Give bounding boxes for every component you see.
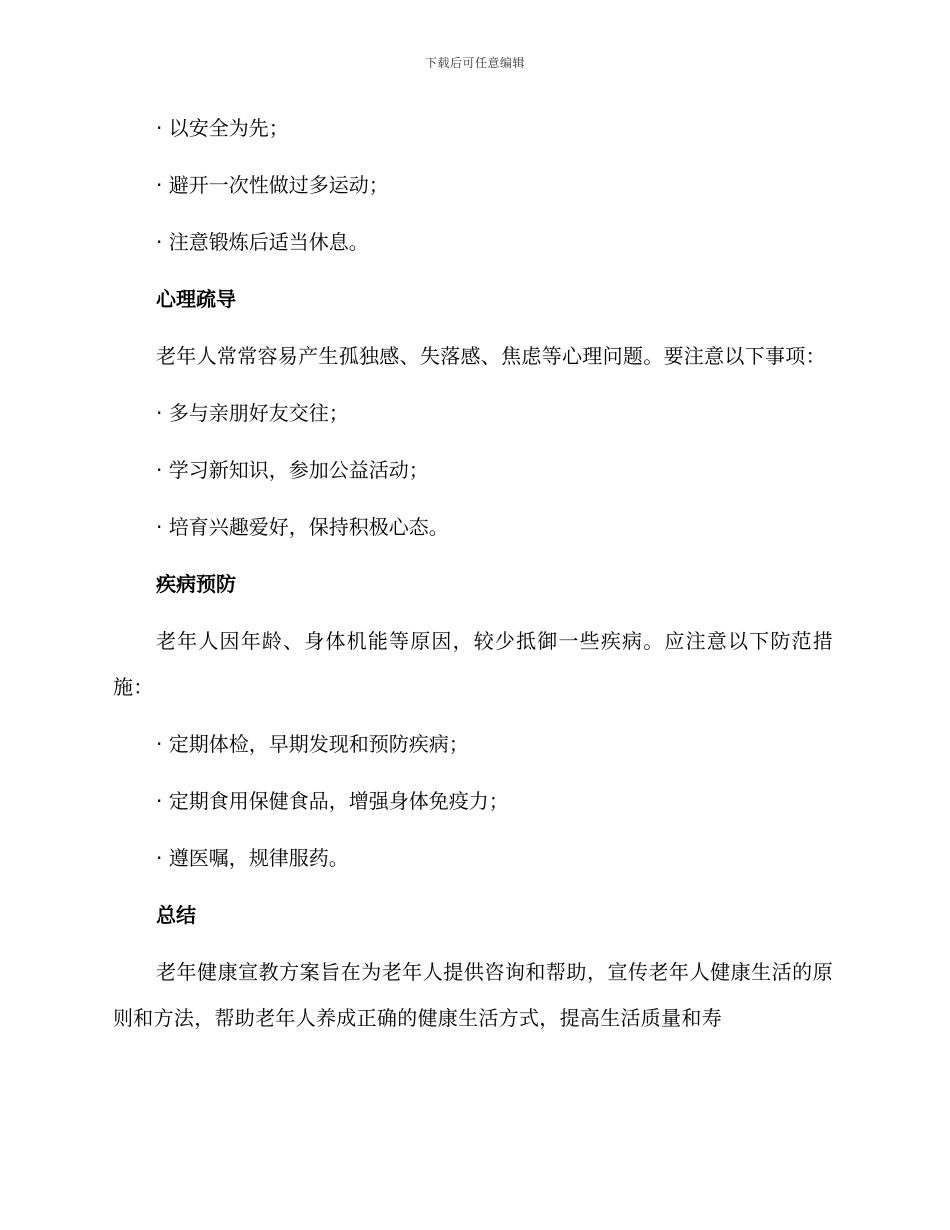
- psych-bullet-2: · 学习新知识，参加公益活动；: [156, 458, 429, 482]
- disease-bullet-3: · 遵医嘱，规律服药。: [156, 846, 349, 870]
- disease-bullet-2: · 定期食用保健食品，增强身体免疫力；: [156, 789, 509, 813]
- section-paragraph-summary: 老年健康宣教方案旨在为老年人提供咨询和帮助，宣传老年人健康生活的原则和方法，帮助老年人养成正确的健康生活方式，提高生活质量和寿: [113, 960, 833, 1030]
- section-heading-psych: 心理疏导: [156, 287, 236, 311]
- document-body: [113, 105, 833, 1052]
- exercise-bullet-1: · 以安全为先；: [156, 116, 289, 140]
- exercise-bullet-2: · 避开一次性做过多运动；: [156, 173, 389, 197]
- header-note: 下载后可任意编辑: [424, 56, 525, 70]
- section-paragraph-disease: 老年人因年龄、身体机能等原因，较少抵御一些疾病。应注意以下防范措施：: [113, 629, 833, 699]
- disease-bullet-1: · 定期体检，早期发现和预防疾病；: [156, 732, 469, 756]
- psych-bullet-3: · 培育兴趣爱好，保持积极心态。: [156, 515, 449, 539]
- exercise-bullet-3: · 注意锻炼后适当休息。: [156, 230, 369, 254]
- section-heading-disease: 疾病预防: [156, 572, 236, 596]
- psych-bullet-1: · 多与亲朋好友交往；: [156, 401, 349, 425]
- section-heading-summary: 总结: [156, 903, 196, 927]
- section-paragraph-psych: 老年人常常容易产生孤独感、失落感、焦虑等心理问题。要注意以下事项：: [156, 344, 826, 368]
